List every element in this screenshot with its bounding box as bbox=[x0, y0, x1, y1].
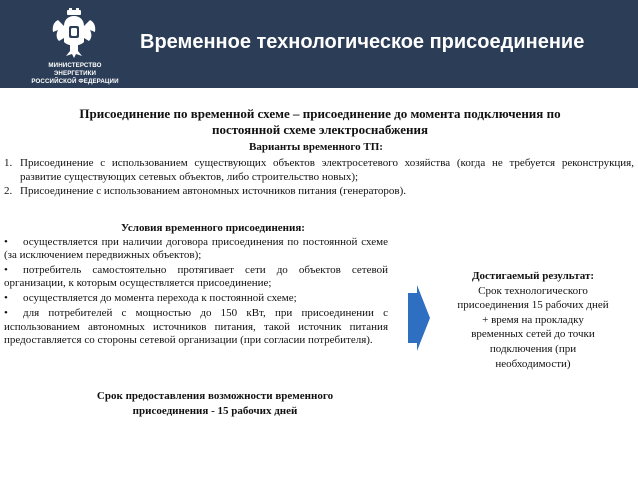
result-line-1: Срок технологического bbox=[478, 284, 588, 297]
double-headed-eagle-icon bbox=[48, 8, 100, 60]
ministry-label bbox=[28, 62, 122, 86]
variants-list bbox=[4, 156, 634, 198]
right-arrow-icon bbox=[408, 285, 430, 351]
list-item-text: осуществляется при наличии договора присоединения по постоянной схеме (за исключением передвижных объектов); bbox=[4, 236, 388, 262]
bullet-icon: • bbox=[4, 307, 8, 320]
bullet-icon: • bbox=[4, 292, 8, 305]
ministry-line-2: РОССИЙСКОЙ ФЕДЕРАЦИИ bbox=[31, 78, 119, 85]
list-item-text: Присоединение с использованием автономных источников питания (генераторов). bbox=[20, 185, 407, 197]
list-item bbox=[4, 184, 634, 198]
term-line-2: присоединения - 15 рабочих дней bbox=[132, 404, 298, 417]
list-item bbox=[4, 236, 388, 262]
list-item bbox=[4, 264, 388, 290]
list-item bbox=[4, 292, 388, 305]
result-box bbox=[438, 269, 628, 371]
ministry-line-1: МИНИСТЕРСТВО ЭНЕРГЕТИКИ bbox=[48, 62, 102, 77]
list-item-text: для потребителей с мощностью до 150 кВт, при присоединении с использованием автономных источников питания, такой источник питания предоставляется со стороны сетевой организации (при согласии потребителя). bbox=[4, 307, 388, 346]
term-statement bbox=[60, 389, 370, 418]
term-line-1: Срок предоставления возможности временного bbox=[96, 390, 334, 402]
list-item-number: 2. bbox=[4, 185, 13, 197]
conditions-heading: Условия временного присоединения: bbox=[121, 222, 305, 234]
conditions-list bbox=[4, 236, 388, 349]
list-item-text: потребитель самостоятельно протягивает сети до объектов сетевой организации, к которым осуществляется присоединение; bbox=[4, 264, 388, 290]
bullet-icon: • bbox=[4, 236, 8, 248]
list-item bbox=[4, 307, 388, 347]
result-line-6: необходимости) bbox=[495, 357, 571, 370]
intro-line-2: постоянной схеме электроснабжения bbox=[211, 122, 429, 137]
intro-line-1: Присоединение по временной схеме – присоединение до момента подключения по bbox=[79, 106, 561, 121]
list-item bbox=[4, 156, 634, 184]
header-bar bbox=[0, 0, 638, 88]
list-item-text: осуществляется до момента перехода к постоянной схеме; bbox=[23, 292, 297, 305]
page-title: Временное технологическое присоединение bbox=[140, 31, 585, 53]
variants-heading: Варианты временного ТП: bbox=[249, 141, 383, 153]
result-line-5: подключения (при bbox=[489, 342, 577, 355]
result-line-3: + время на прокладку bbox=[482, 313, 584, 326]
list-item-text: Присоединение с использованием существующих объектов электросетевого хозяйства (когда не требуется реконструкция, развитие существующих сетевых объектов, либо строительство новых); bbox=[20, 157, 634, 183]
bullet-icon: • bbox=[4, 264, 8, 277]
result-line-4: временных сетей до точки bbox=[471, 328, 595, 341]
list-item-number: 1. bbox=[4, 157, 13, 169]
intro-definition bbox=[40, 106, 600, 138]
result-heading: Достигаемый результат: bbox=[471, 270, 595, 282]
result-line-2: присоединения 15 рабочих дней bbox=[457, 299, 609, 312]
